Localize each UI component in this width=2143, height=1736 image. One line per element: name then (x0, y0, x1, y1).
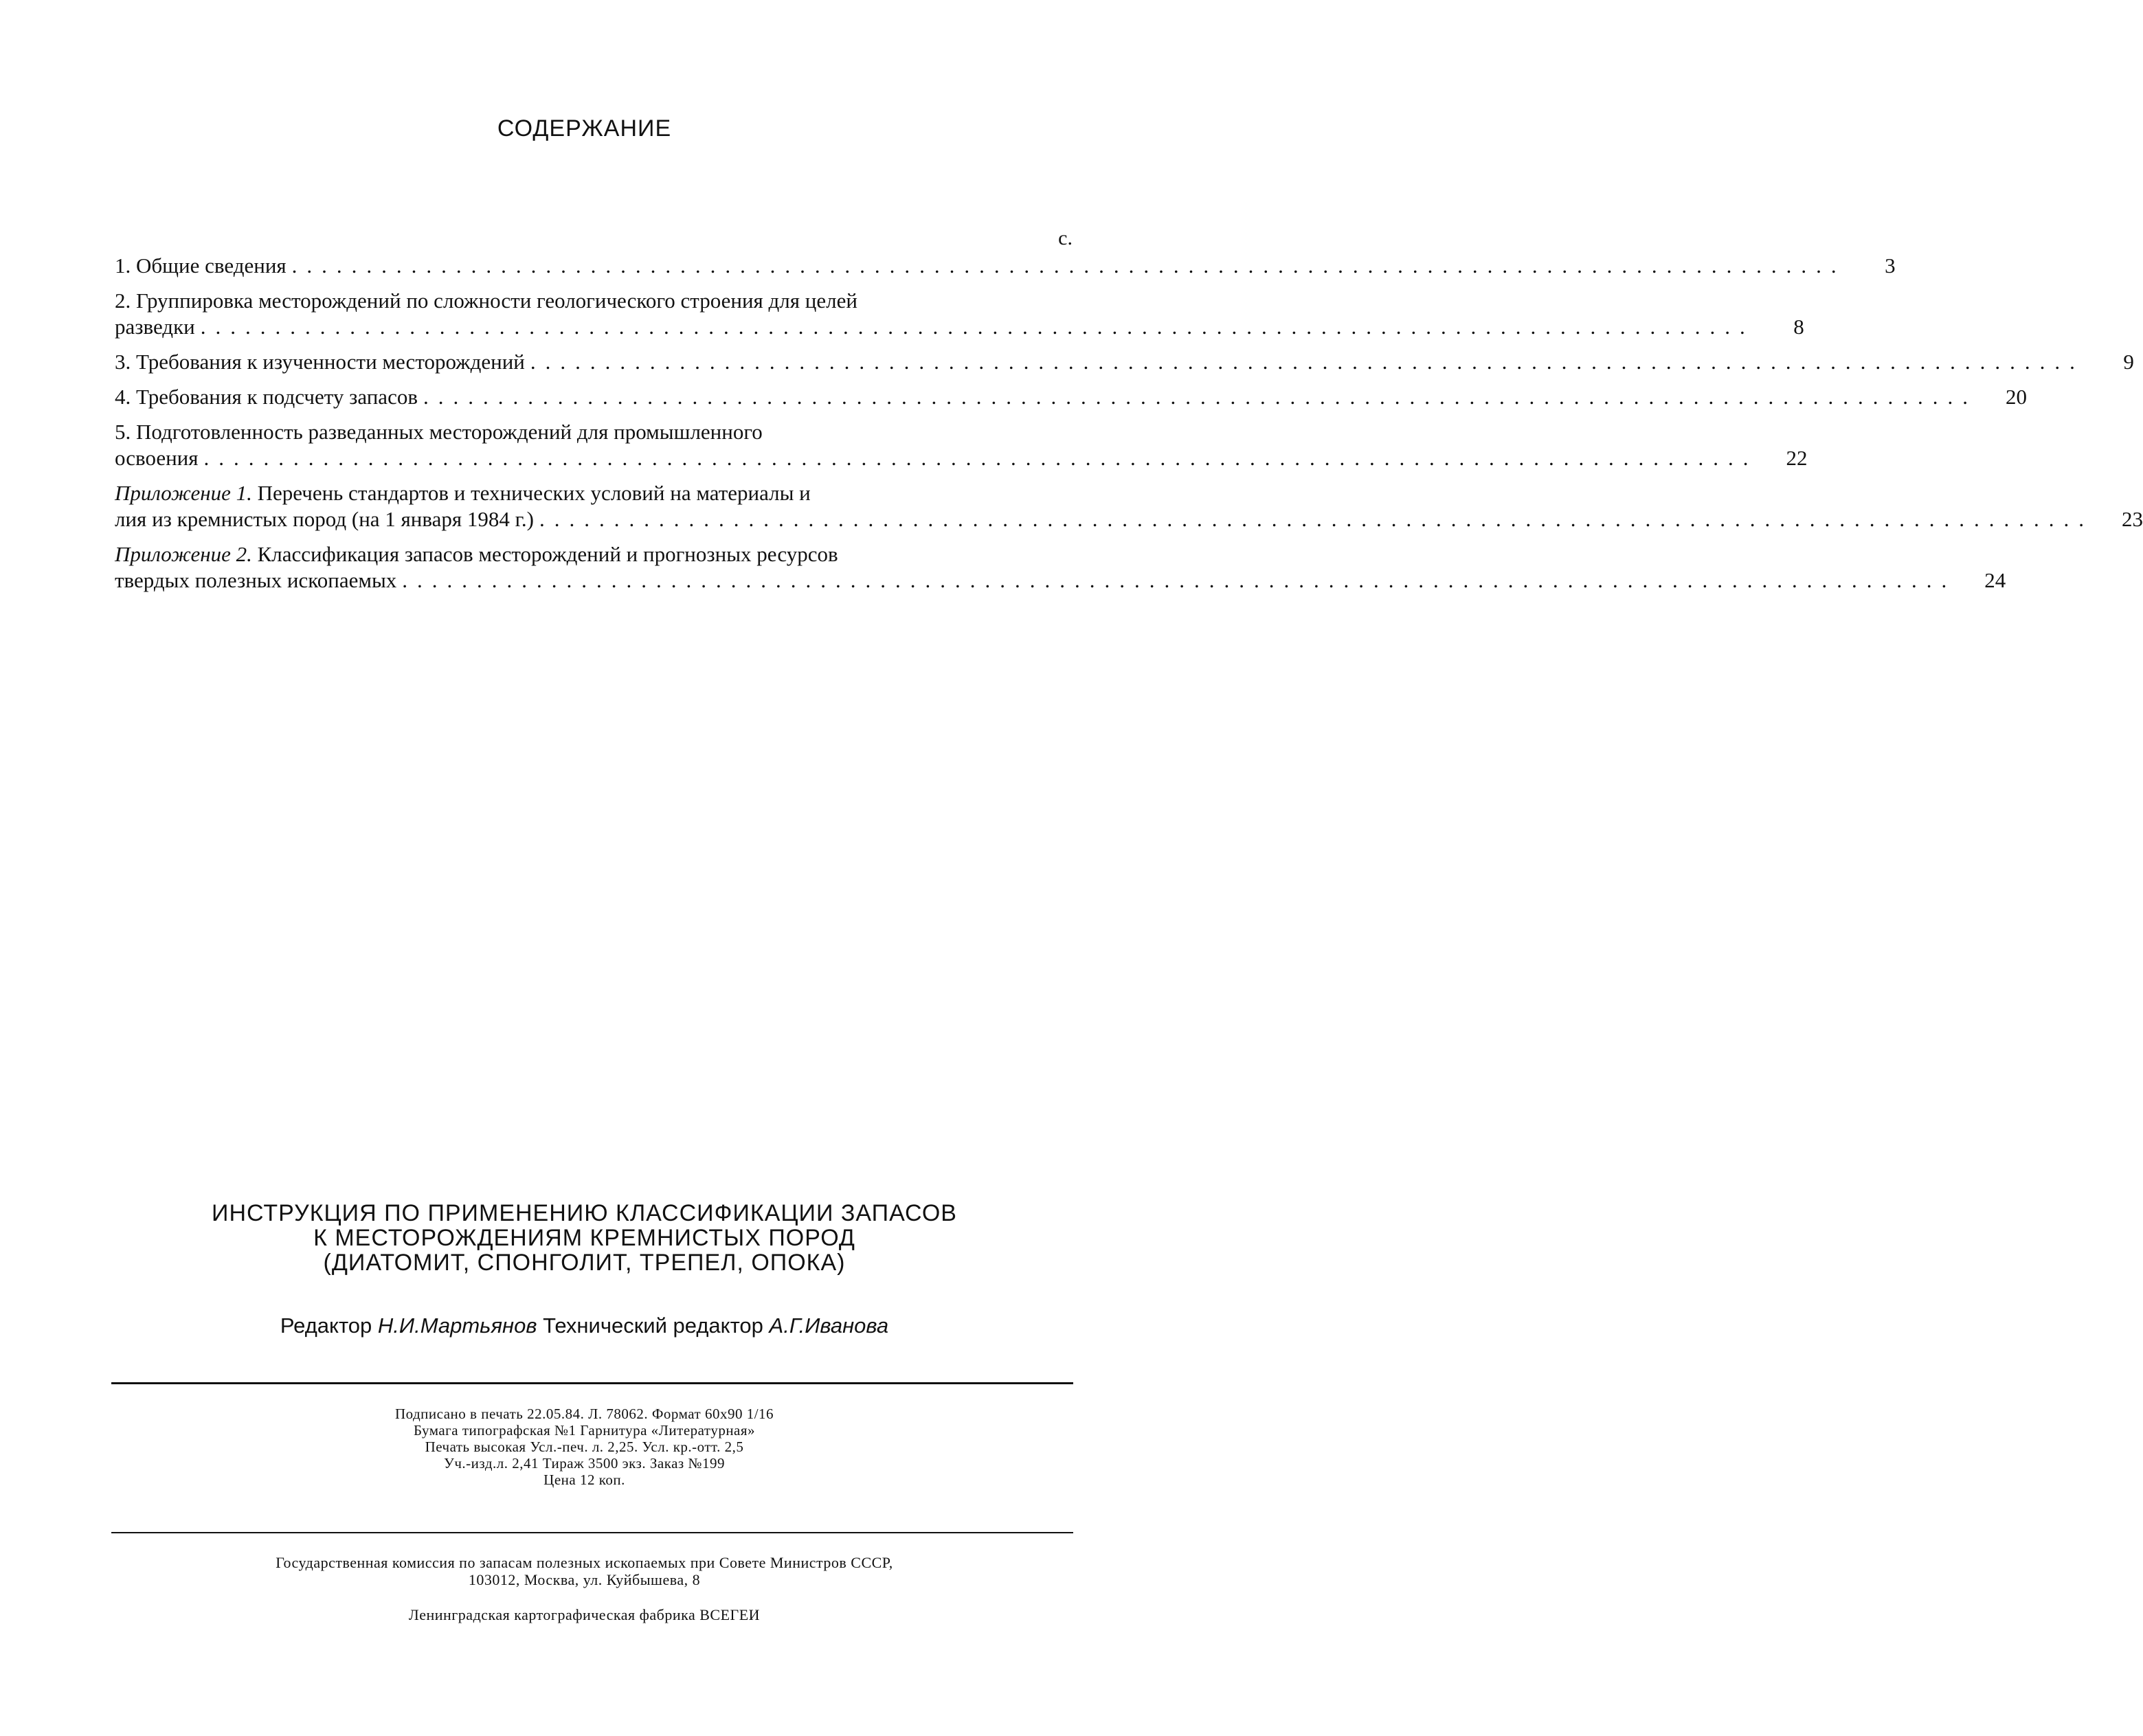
printer-line: Ленинградская картографическая фабрика ВСЕГЕИ (408, 1606, 761, 1623)
toc-entry-title-line: 5. Подготовленность разведанных месторождений для промышленного (115, 420, 763, 444)
toc-entry-page: 24 (1984, 568, 2006, 592)
editor-name: Н.И.Мартьянов (377, 1314, 537, 1338)
table-of-contents (115, 253, 2143, 602)
toc-page-column-header: с. (1058, 227, 1073, 249)
editor-label: Редактор (280, 1314, 372, 1338)
editors-line (0, 1314, 1169, 1338)
toc-entry-title: разведки (115, 315, 195, 339)
toc-entry-appendix-1 (115, 480, 2143, 532)
publisher-line: 103012, Москва, ул. Куйбышева, 8 (468, 1571, 701, 1588)
divider-bottom (111, 1532, 1073, 1533)
book-title-line: К МЕСТОРОЖДЕНИЯМ КРЕМНИСТЫХ ПОРОД (313, 1225, 855, 1251)
toc-entry-title-line (115, 480, 1073, 506)
toc-entry-page: 9 (2123, 350, 2134, 374)
toc-entry-row (115, 384, 2027, 410)
toc-entry-row (115, 314, 1804, 340)
toc-leader-dots: ........................................................................................................ (291, 253, 1846, 278)
publisher-block (0, 1554, 1169, 1588)
toc-leader-dots: ........................................................................................................ (402, 568, 1957, 592)
appendix-label: Приложение 2. (115, 542, 252, 566)
publisher-line: Государственная комиссия по запасам полезных ископаемых при Совете Министров СССР, (276, 1554, 893, 1571)
toc-leader-dots: ........................................................................................................ (423, 385, 1977, 409)
appendix-label: Приложение 1. (115, 481, 252, 505)
appendix-title: Классификация запасов месторождений и прогнозных ресурсов (251, 542, 838, 566)
toc-leader-dots: ........................................................................................................ (203, 446, 1758, 470)
toc-entry-title-line: 2. Группировка месторождений по сложности геологического строения для целей (115, 289, 857, 313)
toc-entry-title: освоения (115, 446, 199, 470)
book-title (0, 1201, 1169, 1275)
toc-leader-dots: ........................................................................................................ (539, 507, 2094, 531)
imprint-line: Подписано в печать 22.05.84. Л. 78062. Формат 60х90 1/16 (394, 1406, 774, 1422)
toc-entry-readiness (115, 419, 1808, 471)
book-title-line: ИНСТРУКЦИЯ ПО ПРИМЕНЕНИЮ КЛАССИФИКАЦИИ ЗАПАСОВ (212, 1200, 957, 1226)
toc-entry-row (115, 567, 2006, 594)
toc-entry-title: лия из кремнистых пород (на 1 января 1984 г.) (115, 507, 534, 531)
toc-entry-page: 20 (2005, 385, 2027, 409)
imprint-line: Бумага типографская №1 Гарнитура «Литературная» (413, 1422, 756, 1439)
toc-entry-row (115, 445, 1808, 471)
toc-entry-reserve-calculation (115, 384, 2027, 410)
toc-entry-grouping (115, 288, 1804, 340)
toc-entry-row (115, 349, 2134, 375)
imprint-line: Уч.-изд.л. 2,41 Тираж 3500 экз. Заказ №199 (444, 1455, 725, 1472)
toc-entry-title: 3. Требования к изученности месторождений (115, 350, 525, 374)
toc-entry-row (115, 253, 1896, 279)
toc-entry-page: 8 (1793, 315, 1804, 339)
toc-entry-title-line (115, 541, 1073, 567)
toc-entry-title: 4. Требования к подсчету запасов (115, 385, 418, 409)
divider-top (111, 1382, 1073, 1384)
book-title-line: (ДИАТОМИТ, СПОНГОЛИТ, ТРЕПЕЛ, ОПОКА) (323, 1250, 846, 1276)
appendix-title: Перечень стандартов и технических условий на материалы и (251, 481, 811, 505)
toc-entry-page: 22 (1786, 446, 1808, 470)
toc-entry-page: 23 (2121, 507, 2143, 531)
tech-editor-name: А.Г.Иванова (769, 1314, 889, 1338)
toc-leader-dots: ........................................................................................................ (530, 350, 2085, 374)
imprint-line: Печать высокая Усл.-печ. л. 2,25. Усл. кр.-отт. 2,5 (425, 1439, 744, 1455)
toc-entry-row (115, 506, 2143, 532)
toc-title: СОДЕРЖАНИЕ (497, 115, 672, 142)
tech-editor-label: Технический редактор (543, 1314, 763, 1338)
toc-entry-appendix-2 (115, 541, 2006, 594)
toc-entry-title: 1. Общие сведения (115, 253, 287, 278)
imprint-block (0, 1406, 1169, 1488)
toc-entry-title: твердых полезных ископаемых (115, 568, 397, 592)
toc-entry-page: 3 (1885, 253, 1896, 278)
toc-entry-general-info (115, 253, 1896, 279)
toc-leader-dots: ........................................................................................................ (200, 315, 1755, 339)
toc-entry-study-requirements (115, 349, 2134, 375)
imprint-line: Цена 12 коп. (543, 1472, 625, 1488)
